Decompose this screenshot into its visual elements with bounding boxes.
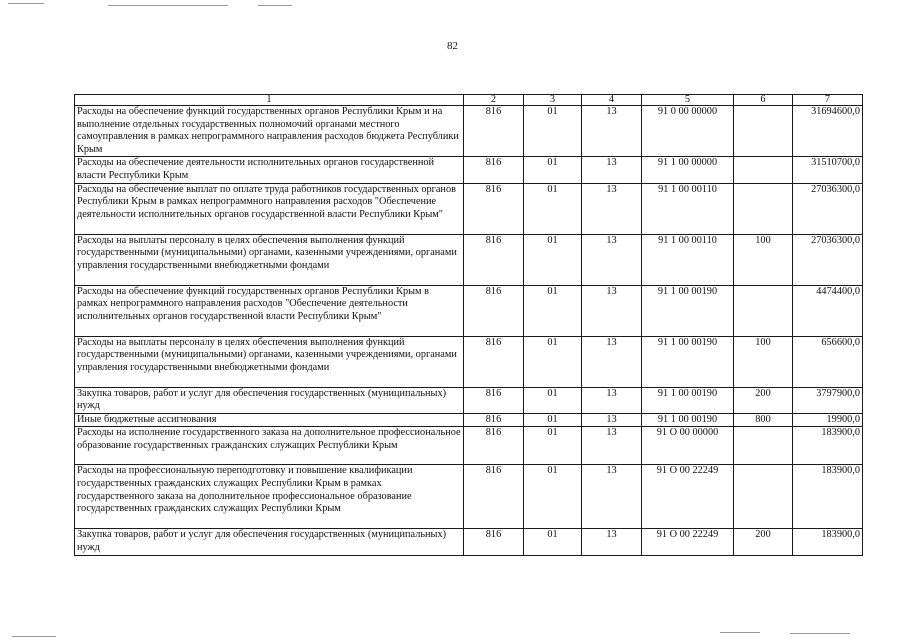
- section-code: 01: [524, 413, 582, 427]
- table-row: [75, 427, 863, 465]
- grbs-code: 816: [464, 285, 524, 336]
- column-header: 6: [734, 95, 793, 106]
- amount: 27036300,0: [793, 234, 863, 285]
- expense-name: Расходы на обеспечение выплат по оплате труда работников государственных органов Республики Крым в рамках непрограммного направления расходов "Обеспечение деятельности исполнительных органов государственной власти Республики Крым": [75, 183, 464, 234]
- column-header: 2: [464, 95, 524, 106]
- scan-artifact-line: [8, 3, 44, 4]
- grbs-code: 816: [464, 413, 524, 427]
- expense-name: Иные бюджетные ассигнования: [75, 413, 464, 427]
- expense-type-code: 800: [734, 413, 793, 427]
- grbs-code: 816: [464, 427, 524, 465]
- amount: 183900,0: [793, 529, 863, 555]
- expense-name: Расходы на профессиональную переподготовку и повышение квалификации государственных гражданских служащих Республики Крым в рамках государственного заказа на дополнительное профессиональное образование государственных гражданских служащих Республики Крым: [75, 465, 464, 529]
- expense-type-code: 100: [734, 234, 793, 285]
- expense-type-code: 100: [734, 336, 793, 387]
- subsection-code: 13: [582, 285, 642, 336]
- section-code: 01: [524, 183, 582, 234]
- expense-type-code: [734, 106, 793, 157]
- amount: 4474400,0: [793, 285, 863, 336]
- table-row: [75, 465, 863, 529]
- budget-table: [74, 94, 863, 556]
- expense-type-code: [734, 157, 793, 183]
- subsection-code: 13: [582, 157, 642, 183]
- grbs-code: 816: [464, 106, 524, 157]
- expense-name: Закупка товаров, работ и услуг для обеспечения государственных (муниципальных) нужд: [75, 529, 464, 555]
- subsection-code: 13: [582, 106, 642, 157]
- target-article-code: 91 1 00 00190: [642, 387, 734, 413]
- grbs-code: 816: [464, 157, 524, 183]
- subsection-code: 13: [582, 465, 642, 529]
- target-article-code: 91 1 00 00110: [642, 234, 734, 285]
- amount: 183900,0: [793, 427, 863, 465]
- amount: 27036300,0: [793, 183, 863, 234]
- subsection-code: 13: [582, 529, 642, 555]
- amount: 19900,0: [793, 413, 863, 427]
- section-code: 01: [524, 234, 582, 285]
- table-row: [75, 387, 863, 413]
- amount: 183900,0: [793, 465, 863, 529]
- expense-name: Расходы на выплаты персоналу в целях обеспечения выполнения функций государственными (муниципальными) органами, казенными учреждениями, органами управления государственными внебюджетными фондами: [75, 336, 464, 387]
- grbs-code: 816: [464, 387, 524, 413]
- grbs-code: 816: [464, 183, 524, 234]
- expense-name: Расходы на исполнение государственного заказа на дополнительное профессиональное образование государственных гражданских служащих Республики Крым: [75, 427, 464, 465]
- expense-name: Закупка товаров, работ и услуг для обеспечения государственных (муниципальных) нужд: [75, 387, 464, 413]
- grbs-code: 816: [464, 465, 524, 529]
- grbs-code: 816: [464, 336, 524, 387]
- subsection-code: 13: [582, 336, 642, 387]
- scan-artifact-line: [12, 636, 56, 637]
- subsection-code: 13: [582, 234, 642, 285]
- target-article-code: 91 О 00 22249: [642, 529, 734, 555]
- expense-type-code: [734, 465, 793, 529]
- subsection-code: 13: [582, 427, 642, 465]
- scan-artifact-line: [108, 5, 228, 6]
- section-code: 01: [524, 336, 582, 387]
- section-code: 01: [524, 529, 582, 555]
- expense-name: Расходы на выплаты персоналу в целях обеспечения выполнения функций государственными (муниципальными) органами, казенными учреждениями, органами управления государственными внебюджетными фондами: [75, 234, 464, 285]
- column-header: 3: [524, 95, 582, 106]
- target-article-code: 91 О 00 00000: [642, 427, 734, 465]
- column-header: 7: [793, 95, 863, 106]
- expense-name: Расходы на обеспечение функций государственных органов Республики Крым в рамках непрограммного направления расходов "Обеспечение деятельности исполнительных органов государственной власти Республики Крым": [75, 285, 464, 336]
- scan-artifact-line: [720, 632, 760, 633]
- section-code: 01: [524, 285, 582, 336]
- scan-artifact-line: [790, 633, 850, 634]
- table-row: [75, 183, 863, 234]
- expense-type-code: 200: [734, 387, 793, 413]
- page-number: 82: [447, 40, 458, 52]
- expense-name: Расходы на обеспечение функций государственных органов Республики Крым и на выполнение отдельных государственных полномочий органами местного самоуправления в рамках непрограммного направления расходов бюджета Республики Крым: [75, 106, 464, 157]
- subsection-code: 13: [582, 413, 642, 427]
- table-row: [75, 157, 863, 183]
- table-row: [75, 234, 863, 285]
- table-header-row: [75, 95, 863, 106]
- target-article-code: 91 1 00 00110: [642, 183, 734, 234]
- table-row: [75, 529, 863, 555]
- column-header: 5: [642, 95, 734, 106]
- amount: 656600,0: [793, 336, 863, 387]
- target-article-code: 91 1 00 00190: [642, 413, 734, 427]
- target-article-code: 91 0 00 00000: [642, 106, 734, 157]
- subsection-code: 13: [582, 387, 642, 413]
- section-code: 01: [524, 157, 582, 183]
- expense-type-code: 200: [734, 529, 793, 555]
- expense-type-code: [734, 285, 793, 336]
- target-article-code: 91 О 00 22249: [642, 465, 734, 529]
- column-header: 1: [75, 95, 464, 106]
- expense-name: Расходы на обеспечение деятельности исполнительных органов государственной власти Республики Крым: [75, 157, 464, 183]
- table-row: [75, 413, 863, 427]
- amount: 31510700,0: [793, 157, 863, 183]
- expense-type-code: [734, 183, 793, 234]
- grbs-code: 816: [464, 234, 524, 285]
- target-article-code: 91 1 00 00190: [642, 285, 734, 336]
- section-code: 01: [524, 427, 582, 465]
- amount: 3797900,0: [793, 387, 863, 413]
- column-header: 4: [582, 95, 642, 106]
- subsection-code: 13: [582, 183, 642, 234]
- scan-artifact-line: [258, 5, 292, 6]
- section-code: 01: [524, 387, 582, 413]
- grbs-code: 816: [464, 529, 524, 555]
- table-row: [75, 106, 863, 157]
- amount: 31694600,0: [793, 106, 863, 157]
- target-article-code: 91 1 00 00190: [642, 336, 734, 387]
- section-code: 01: [524, 106, 582, 157]
- section-code: 01: [524, 465, 582, 529]
- expense-type-code: [734, 427, 793, 465]
- table-row: [75, 285, 863, 336]
- target-article-code: 91 1 00 00000: [642, 157, 734, 183]
- table-row: [75, 336, 863, 387]
